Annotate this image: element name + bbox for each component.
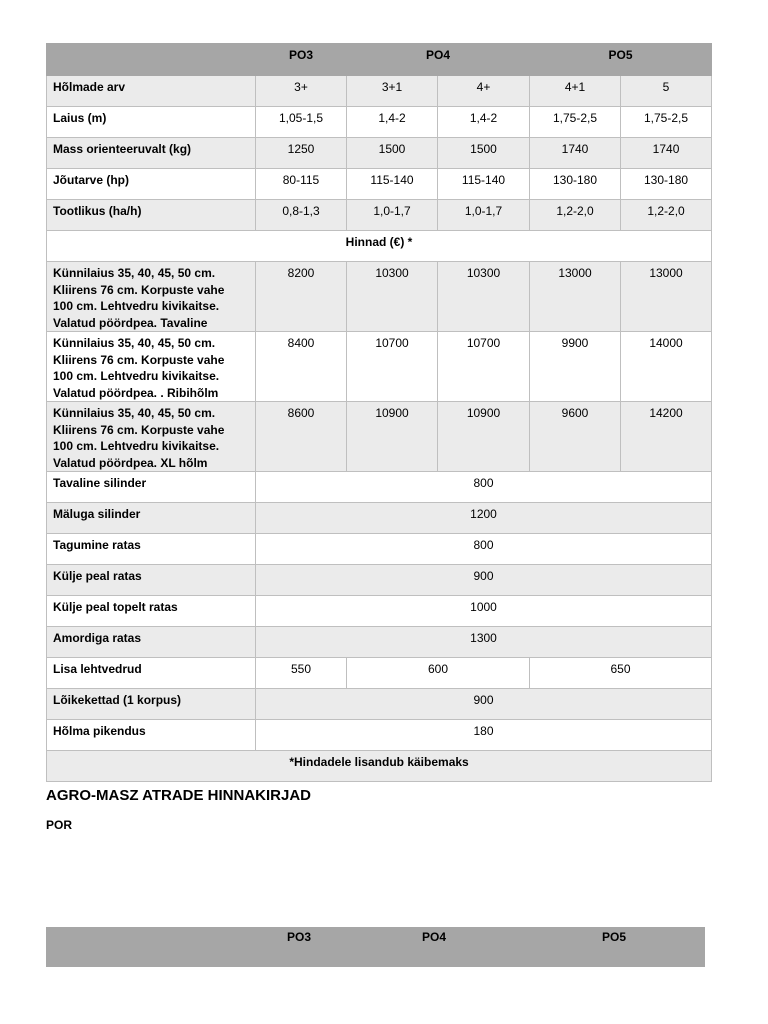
label-line: 100 cm. Lehtvedru kivikaitse. [53, 439, 220, 453]
cell: 650 [530, 658, 712, 689]
table-row [47, 332, 712, 402]
table-row [47, 169, 712, 200]
cell: 1,75-2,5 [621, 107, 712, 138]
cell: 4+1 [530, 76, 621, 107]
header-po3: PO3 [256, 44, 347, 76]
cell: 1,2-2,0 [621, 200, 712, 231]
cell: 115-140 [347, 169, 438, 200]
cell: 8400 [256, 332, 347, 402]
table-row [47, 472, 712, 503]
cell: 130-180 [621, 169, 712, 200]
cell: 1740 [530, 138, 621, 169]
cell: 115-140 [438, 169, 530, 200]
cell: 1250 [256, 138, 347, 169]
cell: 1,75-2,5 [530, 107, 621, 138]
cell: 14000 [621, 332, 712, 402]
row-label: Külje peal ratas [47, 565, 256, 596]
row-label: Jõutarve (hp) [47, 169, 256, 200]
row-label: Lisa lehtvedrud [47, 658, 256, 689]
row-label: Mass orienteeruvalt (kg) [47, 138, 256, 169]
header-po5: PO5 [602, 930, 627, 944]
cell: 800 [256, 534, 712, 565]
label-line: Künnilaius 35, 40, 45, 50 cm. [53, 266, 216, 280]
table-row [47, 720, 712, 751]
cell: 1500 [347, 138, 438, 169]
table-row [47, 76, 712, 107]
table-row [47, 689, 712, 720]
cell: 1500 [438, 138, 530, 169]
label-line: Kliirens 76 cm. Korpuste vahe [53, 282, 225, 297]
header-empty-cell [47, 44, 256, 76]
table-row [47, 200, 712, 231]
cell: 0,8-1,3 [256, 200, 347, 231]
cell: 8600 [256, 402, 347, 472]
cell: 130-180 [530, 169, 621, 200]
label-line: Kliirens 76 cm. Korpuste vahe [53, 422, 225, 437]
cell: 1,0-1,7 [347, 200, 438, 231]
cell: 14200 [621, 402, 712, 472]
cell: 180 [256, 720, 712, 751]
row-label-ribiholm [47, 332, 256, 402]
cell: 1300 [256, 627, 712, 658]
cell: 9900 [530, 332, 621, 402]
cell: 80-115 [256, 169, 347, 200]
cell: 4+ [438, 76, 530, 107]
cell: 1000 [256, 596, 712, 627]
label-line: Künnilaius 35, 40, 45, 50 cm. [53, 406, 216, 420]
second-table-header [46, 927, 705, 967]
cell: 10900 [438, 402, 530, 472]
row-label: Amordiga ratas [47, 627, 256, 658]
cell: 5 [621, 76, 712, 107]
table-row [47, 138, 712, 169]
cell: 10300 [347, 262, 438, 332]
table-row [47, 262, 712, 332]
cell: 9600 [530, 402, 621, 472]
cell: 13000 [621, 262, 712, 332]
cell: 900 [256, 565, 712, 596]
table-row [47, 658, 712, 689]
cell: 600 [347, 658, 530, 689]
cell: 900 [256, 689, 712, 720]
label-line: Valatud pöördpea. . Ribihõlm [53, 385, 219, 400]
cell: 1,05-1,5 [256, 107, 347, 138]
table-row [47, 596, 712, 627]
table-row [47, 627, 712, 658]
cell: 1740 [621, 138, 712, 169]
label-line: 100 cm. Lehtvedru kivikaitse. [53, 369, 220, 383]
table-row [47, 565, 712, 596]
header-po4: PO4 [422, 930, 447, 944]
table-row [47, 231, 712, 262]
cell: 10300 [438, 262, 530, 332]
header-po3: PO3 [287, 930, 312, 944]
cell: 1,4-2 [347, 107, 438, 138]
table-row [47, 534, 712, 565]
table-row [47, 751, 712, 782]
row-label: Tavaline silinder [47, 472, 256, 503]
cell: 1,4-2 [438, 107, 530, 138]
row-label: Hõlma pikendus [47, 720, 256, 751]
cell: 10700 [438, 332, 530, 402]
cell: 800 [256, 472, 712, 503]
cell: 10900 [347, 402, 438, 472]
row-label-tavaline [47, 262, 256, 332]
cell: 13000 [530, 262, 621, 332]
cell: 1200 [256, 503, 712, 534]
row-label: Külje peal topelt ratas [47, 596, 256, 627]
section-title: AGRO-MASZ ATRADE HINNAKIRJAD [46, 787, 311, 804]
row-label-xl [47, 402, 256, 472]
cell: 3+1 [347, 76, 438, 107]
cell: 10700 [347, 332, 438, 402]
header-po4: PO4 [347, 44, 530, 76]
table-row [47, 107, 712, 138]
label-line: Künnilaius 35, 40, 45, 50 cm. [53, 336, 216, 350]
cell: 8200 [256, 262, 347, 332]
row-label: Lõikekettad (1 korpus) [47, 689, 256, 720]
cell: 550 [256, 658, 347, 689]
table-row [47, 503, 712, 534]
row-label: Laius (m) [47, 107, 256, 138]
price-table [46, 43, 712, 782]
row-label: Tagumine ratas [47, 534, 256, 565]
table-row [47, 402, 712, 472]
row-label: Hõlmade arv [47, 76, 256, 107]
header-po5: PO5 [530, 44, 712, 76]
row-label: Mäluga silinder [47, 503, 256, 534]
label-line: 100 cm. Lehtvedru kivikaitse. [53, 299, 220, 313]
label-line: Valatud pöördpea. XL hõlm [53, 455, 208, 470]
cell: 1,0-1,7 [438, 200, 530, 231]
section-subtitle: POR [46, 818, 73, 832]
cell: 1,2-2,0 [530, 200, 621, 231]
footnote: *Hindadele lisandub käibemaks [47, 751, 712, 782]
prices-heading: Hinnad (€) * [47, 231, 712, 262]
cell: 3+ [256, 76, 347, 107]
label-line: Valatud pöördpea. Tavaline [53, 315, 208, 330]
row-label: Tootlikus (ha/h) [47, 200, 256, 231]
label-line: Kliirens 76 cm. Korpuste vahe [53, 352, 225, 367]
table-header-row [47, 44, 712, 76]
